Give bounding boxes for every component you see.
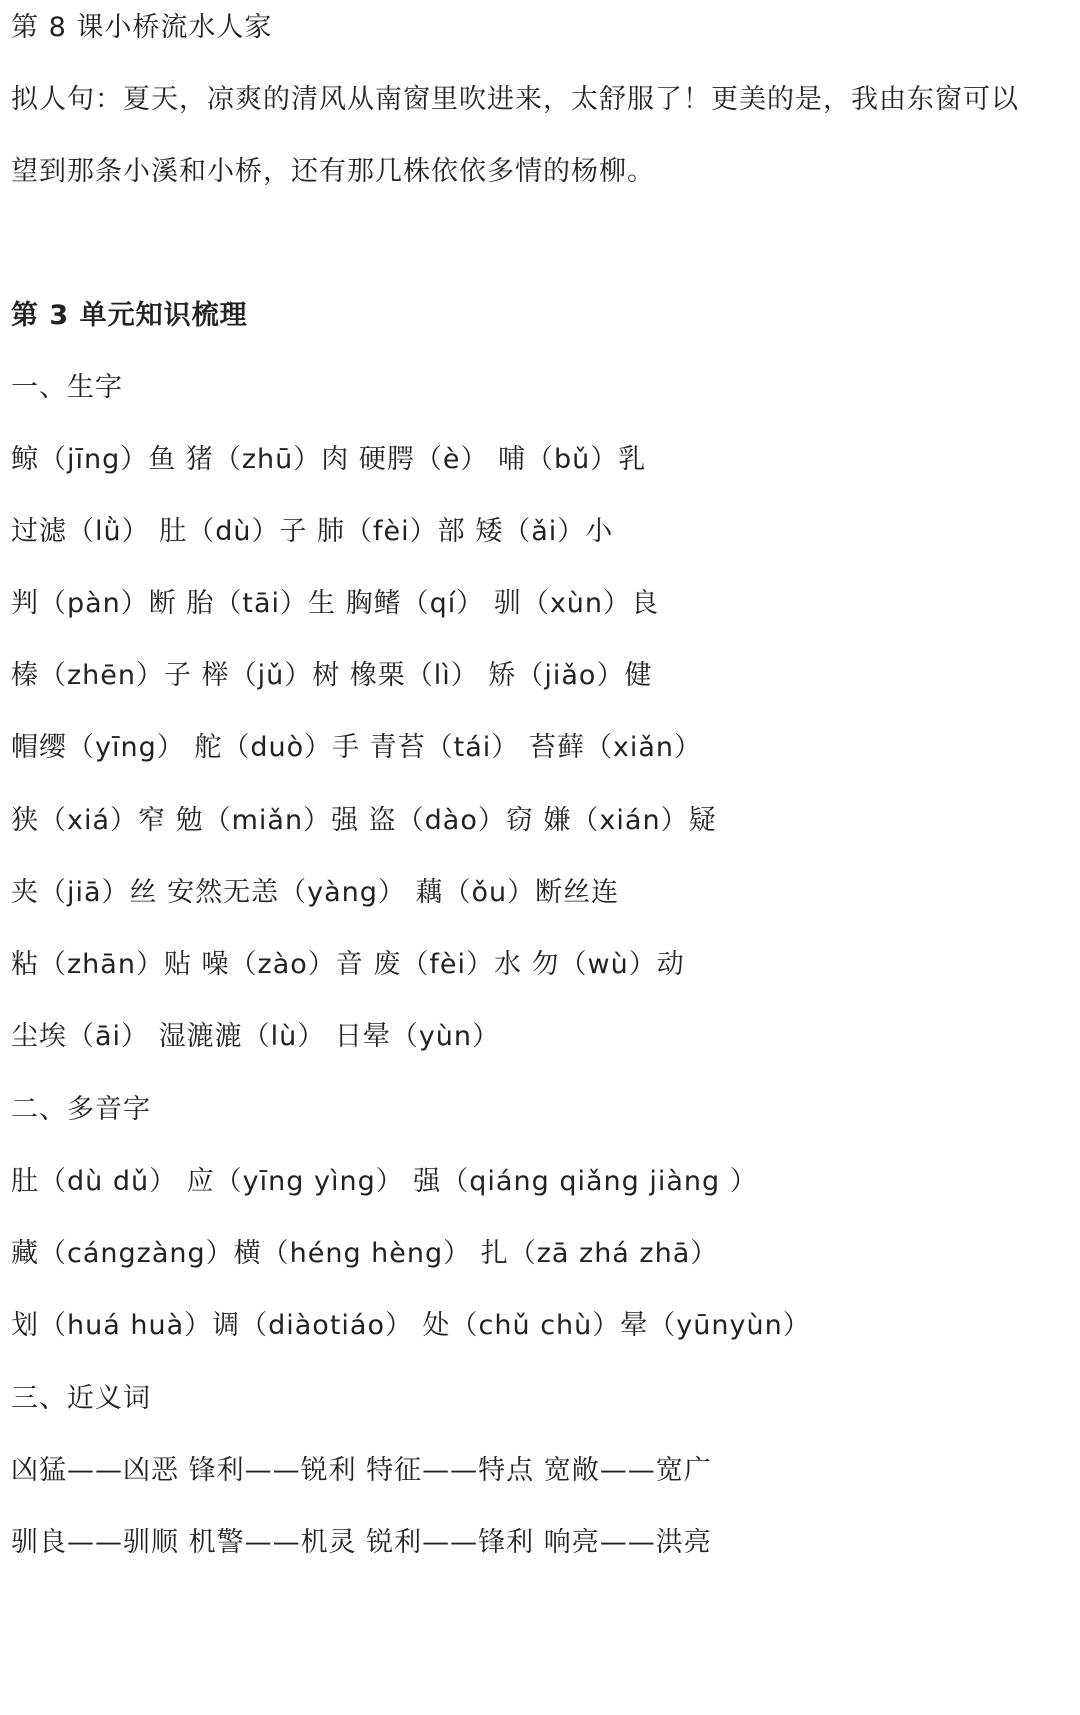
characters-line-9: 尘埃（āi） 湿漉漉（lù） 日晕（yùn）	[11, 1021, 501, 1052]
polyphones-line-3: 划（huá huà）调（diàotiáo） 处（chǔ chù）晕（yūnyùn）	[11, 1310, 811, 1341]
unit-title: 第 3 单元知识梳理	[11, 300, 248, 331]
characters-line-2: 过滤（lǜ） 肚（dù）子 肺（fèi）部 矮（ǎi）小	[11, 516, 614, 547]
characters-line-3: 判（pàn）断 胎（tāi）生 胸鳍（qí） 驯（xùn）良	[11, 588, 660, 619]
section-heading-synonyms: 三、近义词	[11, 1383, 151, 1414]
lesson-text-line-2: 望到那条小溪和小桥，还有那几株依依多情的杨柳。	[11, 156, 655, 187]
polyphones-line-2: 藏（cángzàng）横（héng hèng） 扎（zā zhá zhā）	[11, 1238, 719, 1269]
characters-line-4: 榛（zhēn）子 榉（jǔ）树 橡栗（lì） 矫（jiǎo）健	[11, 660, 653, 691]
lesson-text-line-1: 拟人句：夏天，凉爽的清风从南窗里吹进来，太舒服了！更美的是，我由东窗可以	[11, 84, 1019, 115]
section-heading-characters: 一、生字	[11, 372, 123, 403]
section-heading-polyphones: 二、多音字	[11, 1094, 151, 1125]
polyphones-line-1: 肚（dù dǔ） 应（yīng yìng） 强（qiáng qiǎng jiàng ）	[11, 1166, 758, 1197]
lesson-title: 第 8 课小桥流水人家	[11, 12, 273, 43]
characters-line-7: 夹（jiā）丝 安然无恙（yàng） 藕（ǒu）断丝连	[11, 877, 620, 908]
characters-line-5: 帽缨（yīng） 舵（duò）手 青苔（tái） 苔藓（xiǎn）	[11, 732, 703, 763]
synonyms-line-2: 驯良——驯顺 机警——机灵 锐利——锋利 响亮——洪亮	[11, 1527, 712, 1558]
characters-line-6: 狭（xiá）窄 勉（miǎn）强 盗（dào）窃 嫌（xián）疑	[11, 805, 717, 836]
characters-line-1: 鲸（jīng）鱼 猪（zhū）肉 硬腭（è） 哺（bǔ）乳	[11, 444, 647, 475]
characters-line-8: 粘（zhān）贴 噪（zào）音 废（fèi）水 勿（wù）动	[11, 949, 685, 980]
synonyms-line-1: 凶猛——凶恶 锋利——锐利 特征——特点 宽敞——宽广	[11, 1455, 712, 1486]
